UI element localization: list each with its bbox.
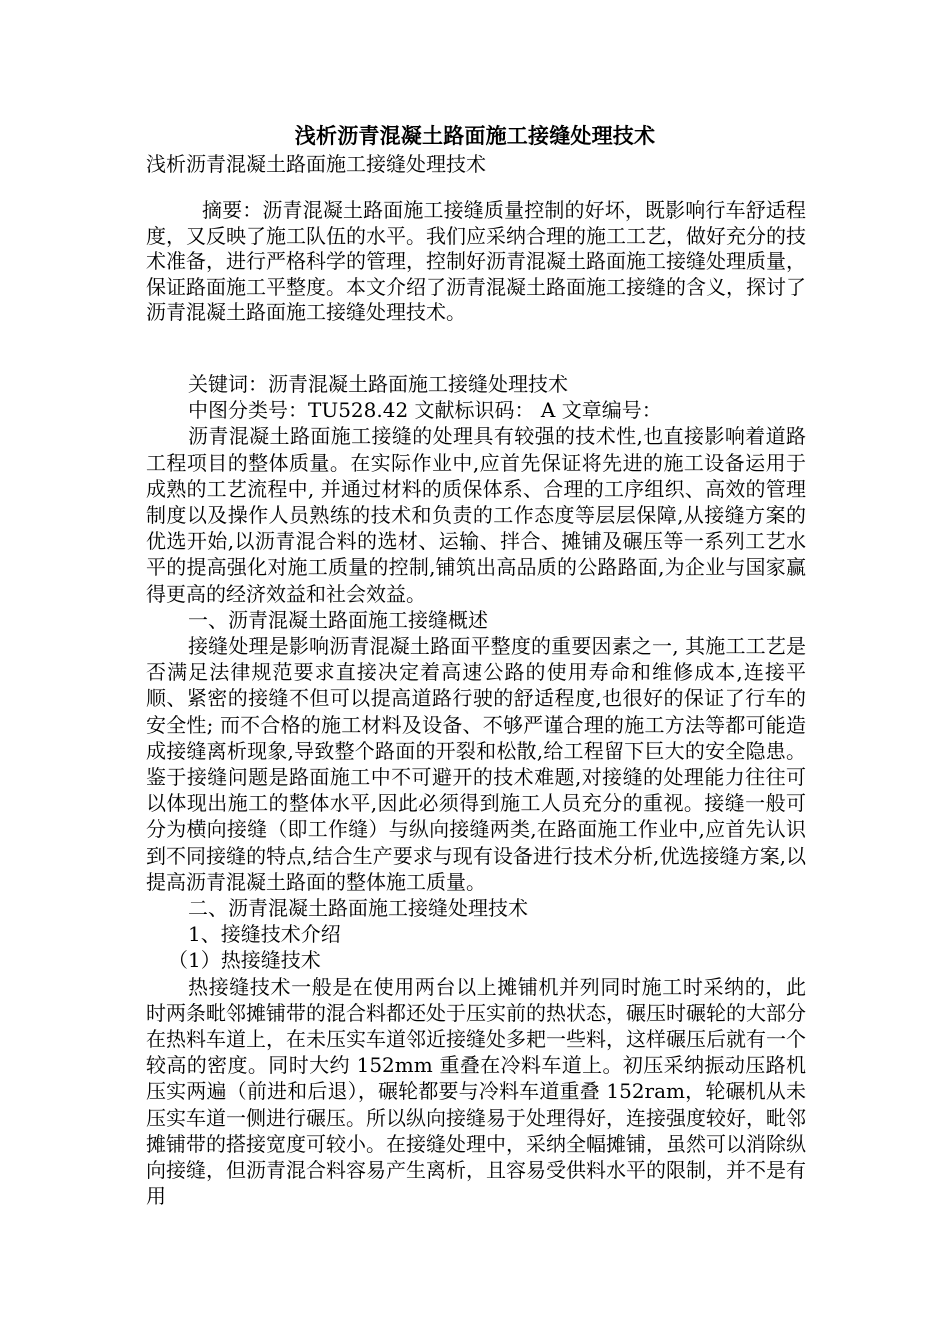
keywords-line: 关键词：沥青混凝土路面施工接缝处理技术 bbox=[188, 372, 568, 396]
subsubsection1-heading: （1）热接缝技术 bbox=[168, 948, 321, 973]
document-subtitle: 浅析沥青混凝土路面施工接缝处理技术 bbox=[146, 152, 486, 176]
subsubsection1-paragraph: 热接缝技术一般是在使用两台以上摊铺机并列同时施工时采纳的，此时两条毗邻摊铺带的混合料都还处于压实前的热状态，碾压时碾轮的大部分在热料车道上，在未压实车道邻近接缝处多耙一些料，这样碾压后就有一个较高的密度。同时大约 152mm 重叠在冷料车道上。初压采纳振动压路机压实两遍（前进和后退），碾轮都要与冷料车道重叠 152ram，轮碾机从未压实车道一侧进行碾压。所以纵向接缝易于处理得好，连接强度较好，毗邻摊铺带的搭接宽度可较小。在接缝处理中，采纳全幅摊铺，虽然可以消除纵向接缝，但沥青混合料容易产生离析，且容易受供料水平的限制，并不是有用 bbox=[146, 974, 806, 1209]
section1-heading: 一、沥青混凝土路面施工接缝概述 bbox=[188, 607, 488, 632]
subsection1-heading: 1、接缝技术介绍 bbox=[188, 922, 341, 947]
section2-heading: 二、沥青混凝土路面施工接缝处理技术 bbox=[188, 896, 528, 921]
abstract-paragraph: 摘要：沥青混凝土路面施工接缝质量控制的好坏，既影响行车舒适程度，又反映了施工队伍的水平。我们应采纳合理的施工工艺，做好充分的技术准备，进行严格科学的管理，控制好沥青混凝土路面施工接缝处理质量，保证路面施工平整度。本文介绍了沥青混凝土路面施工接缝的含义，探讨了沥青混凝土路面施工接缝处理技术。 bbox=[146, 198, 806, 325]
document-body bbox=[146, 371, 806, 1210]
classification-line: 中图分类号：TU528.42 文献标识码： A 文章编号： bbox=[188, 398, 662, 423]
intro-paragraph: 沥青混凝土路面施工接缝的处理具有较强的技术性,也直接影响着道路工程项目的整体质量。在实际作业中,应首先保证将先进的施工设备运用于成熟的工艺流程中, 并通过材料的质保体系、合理的工序组织、高效的管理制度以及操作人员熟练的技术和负责的工作态度等层层保障,从接缝方案的优选开始,以沥青混合料的选材、运输、拌合、摊铺及碾压等一系列工艺水平的提高强化对施工质量的控制,铺筑出高品质的公路路面,为企业与国家赢得更高的经济效益和社会效益。 bbox=[146, 424, 806, 606]
section1-paragraph: 接缝处理是影响沥青混凝土路面平整度的重要因素之一, 其施工工艺是否满足法律规范要求直接决定着高速公路的使用寿命和维修成本,连接平顺、紧密的接缝不但可以提高道路行驶的舒适程度,也很好的保证了行车的安全性; 而不合格的施工材料及设备、不够严谨合理的施工方法等都可能造成接缝离析现象,导致整个路面的开裂和松散,给工程留下巨大的安全隐患。鉴于接缝问题是路面施工中不可避开的技术难题,对接缝的处理能力往往可以体现出施工的整体水平,因此必须得到施工人员充分的重视。接缝一般可分为横向接缝（即工作缝）与纵向接缝两类,在路面施工作业中,应首先认识到不同接缝的特点,结合生产要求与现有设备进行技术分析,优选接缝方案,以提高沥青混凝土路面的整体施工质量。 bbox=[146, 634, 806, 894]
document-title: 浅析沥青混凝土路面施工接缝处理技术 bbox=[294, 124, 656, 148]
